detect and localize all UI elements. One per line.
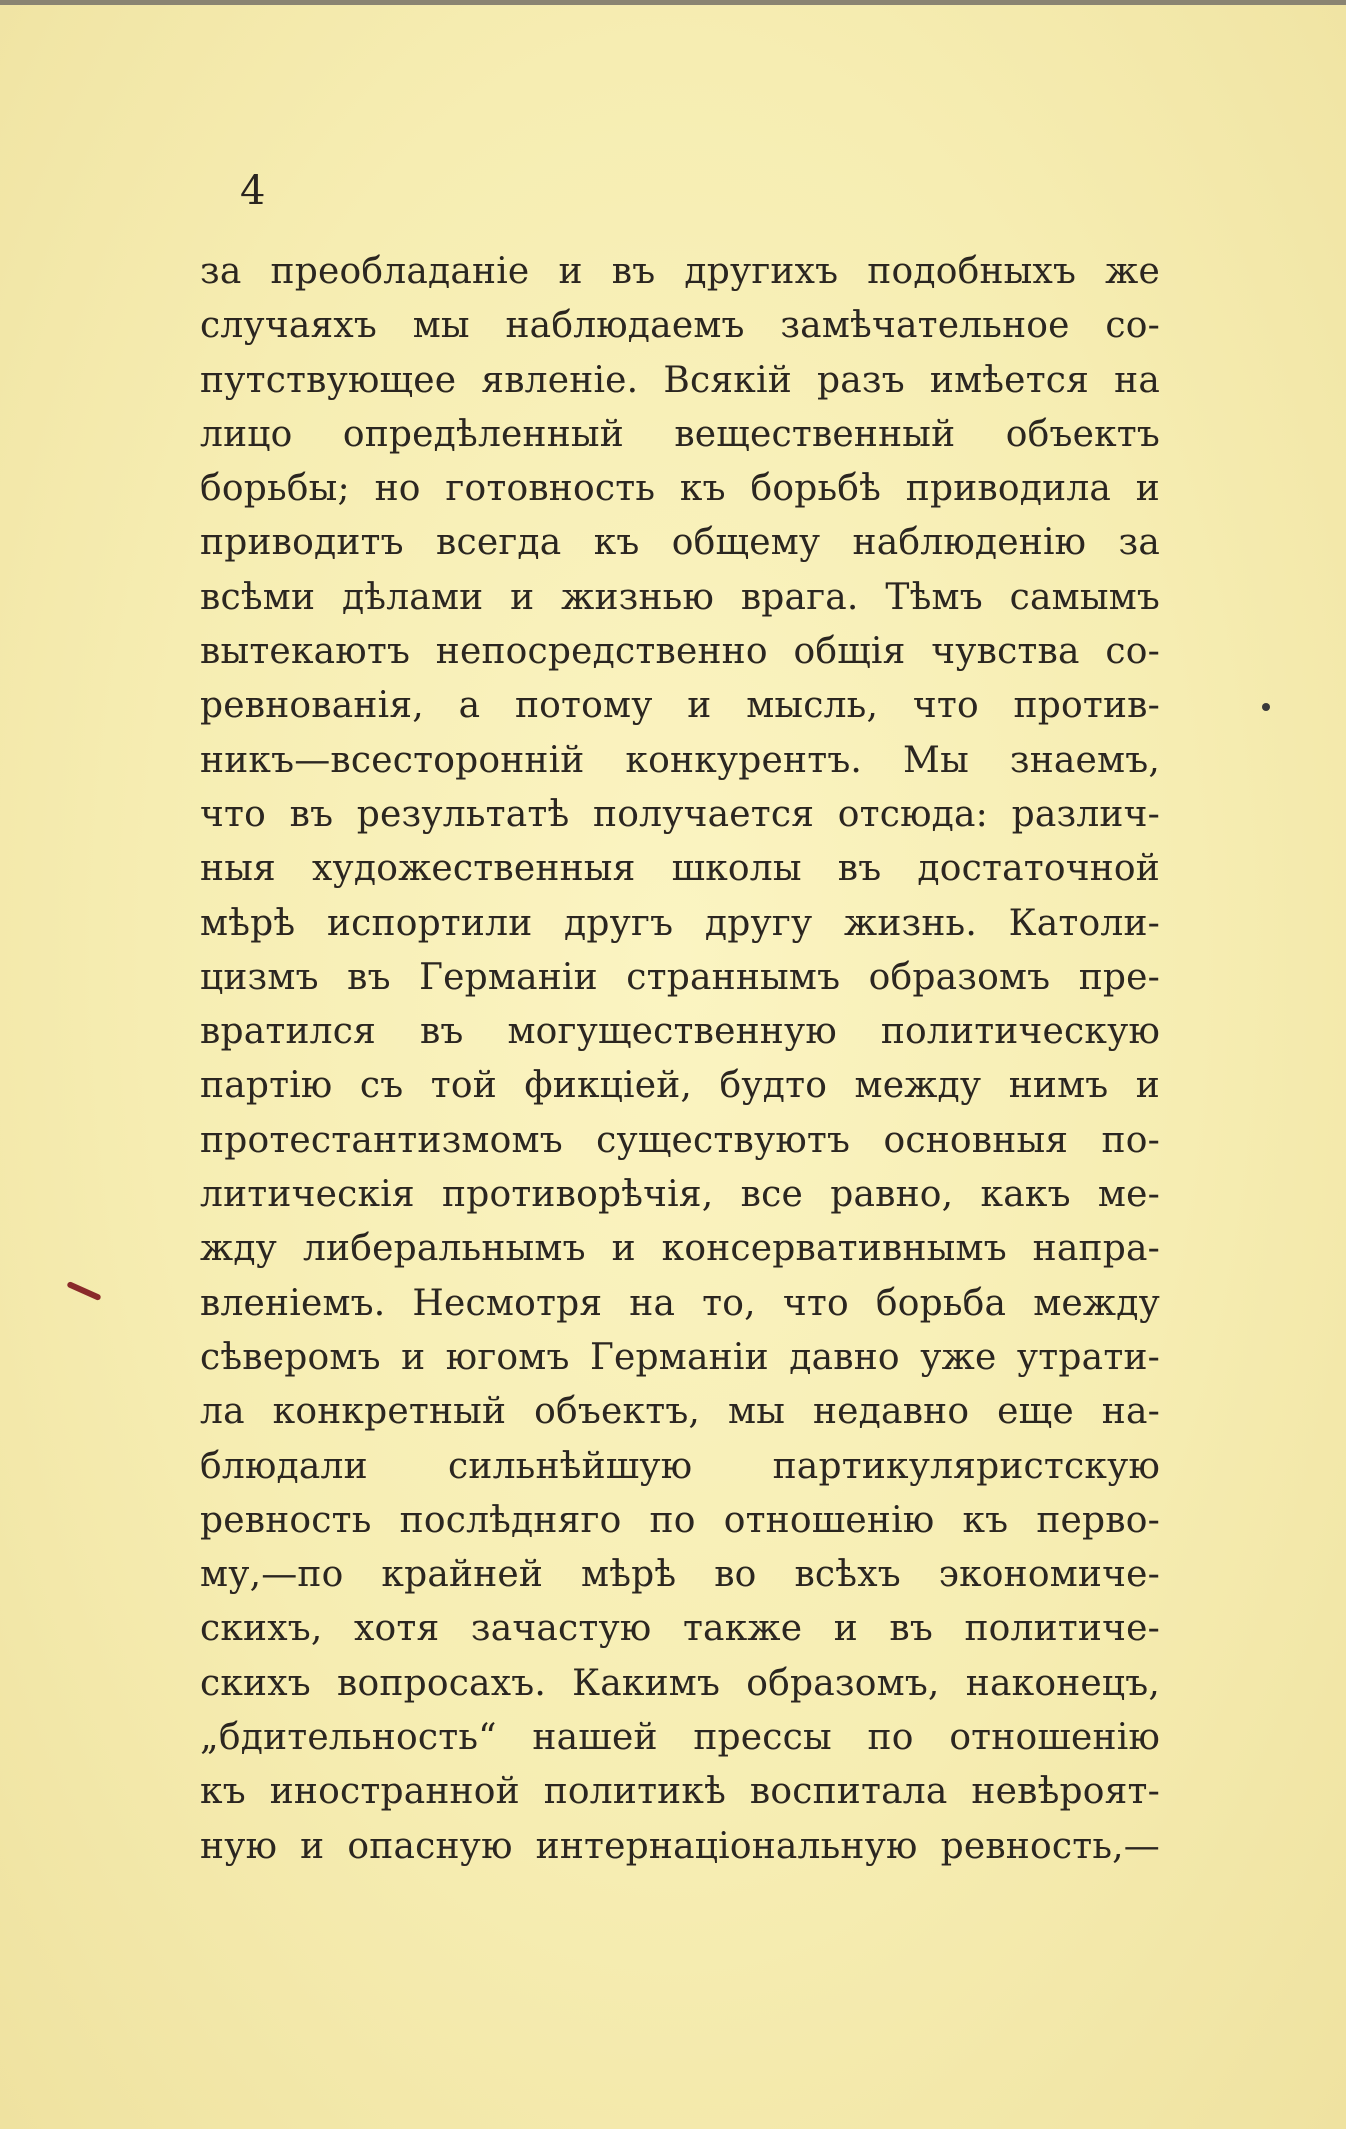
text-line: блюдали сильнѣйшую партикуляристскую	[200, 1445, 1160, 1487]
text-line: къ иностранной политикѣ воспитала невѣроят-	[200, 1771, 1160, 1813]
text-line: за преобладаніе и въ другихъ подобныхъ же	[200, 251, 1160, 292]
text-line: путствующее явленіе. Всякій разъ имѣется на	[200, 359, 1160, 401]
text-line: случаяхъ мы наблюдаемъ замѣчательное со-	[200, 305, 1160, 347]
page-top-edge	[0, 0, 1346, 5]
text-line: ревнованія, а потому и мысль, что против-	[200, 685, 1160, 727]
text-line: никъ—всесторонній конкурентъ. Мы знаемъ,	[200, 739, 1160, 781]
text-line: скихъ, хотя зачастую также и въ политиче-	[200, 1608, 1160, 1650]
text-line: что въ результатѣ получается отсюда: различ-	[200, 793, 1160, 835]
text-line: приводитъ всегда къ общему наблюденію за	[200, 522, 1160, 564]
text-line: жду либеральнымъ и консервативнымъ напра-	[200, 1228, 1160, 1270]
text-line: вытекаютъ непосредственно общія чувства со-	[200, 631, 1160, 673]
text-line: литическія противорѣчія, все равно, какъ ме-	[200, 1174, 1160, 1216]
text-line: вратился въ могущественную политическую	[200, 1011, 1160, 1053]
text-line: скихъ вопросахъ. Какимъ образомъ, наконецъ,	[200, 1662, 1160, 1704]
text-line: мѣрѣ испортили другъ другу жизнь. Католи-	[200, 902, 1160, 944]
ink-streak	[66, 1281, 101, 1301]
text-line: цизмъ въ Германіи страннымъ образомъ пре-	[200, 956, 1160, 998]
text-line: ревность послѣдняго по отношенію къ перво-	[200, 1499, 1160, 1541]
text-line: борьбы; но готовность къ борьбѣ приводила и	[200, 468, 1160, 510]
text-line: партію съ той фикціей, будто между нимъ и	[200, 1065, 1160, 1107]
text-line: ную и опасную интернаціональную ревность,—	[200, 1825, 1160, 1867]
text-line: ла конкретный объектъ, мы недавно еще на-	[200, 1391, 1160, 1433]
text-line: сѣверомъ и югомъ Германіи давно уже утрати-	[200, 1336, 1160, 1378]
text-line: лицо опредѣленный вещественный объектъ	[200, 413, 1160, 455]
text-line: „бдительность“ нашей прессы по отношенію	[200, 1717, 1160, 1759]
text-line: вленіемъ. Несмотря на то, что борьба между	[200, 1282, 1160, 1324]
page-number: 4	[240, 168, 266, 214]
text-line: всѣми дѣлами и жизнью врага. Тѣмъ самымъ	[200, 576, 1160, 618]
text-line: ныя художественныя школы въ достаточной	[200, 848, 1160, 890]
text-line: протестантизмомъ существуютъ основныя по-	[200, 1119, 1160, 1161]
text-line: му,—по крайней мѣрѣ во всѣхъ экономиче-	[200, 1554, 1160, 1596]
ink-speck	[1262, 703, 1270, 711]
body-text	[200, 245, 1160, 1874]
